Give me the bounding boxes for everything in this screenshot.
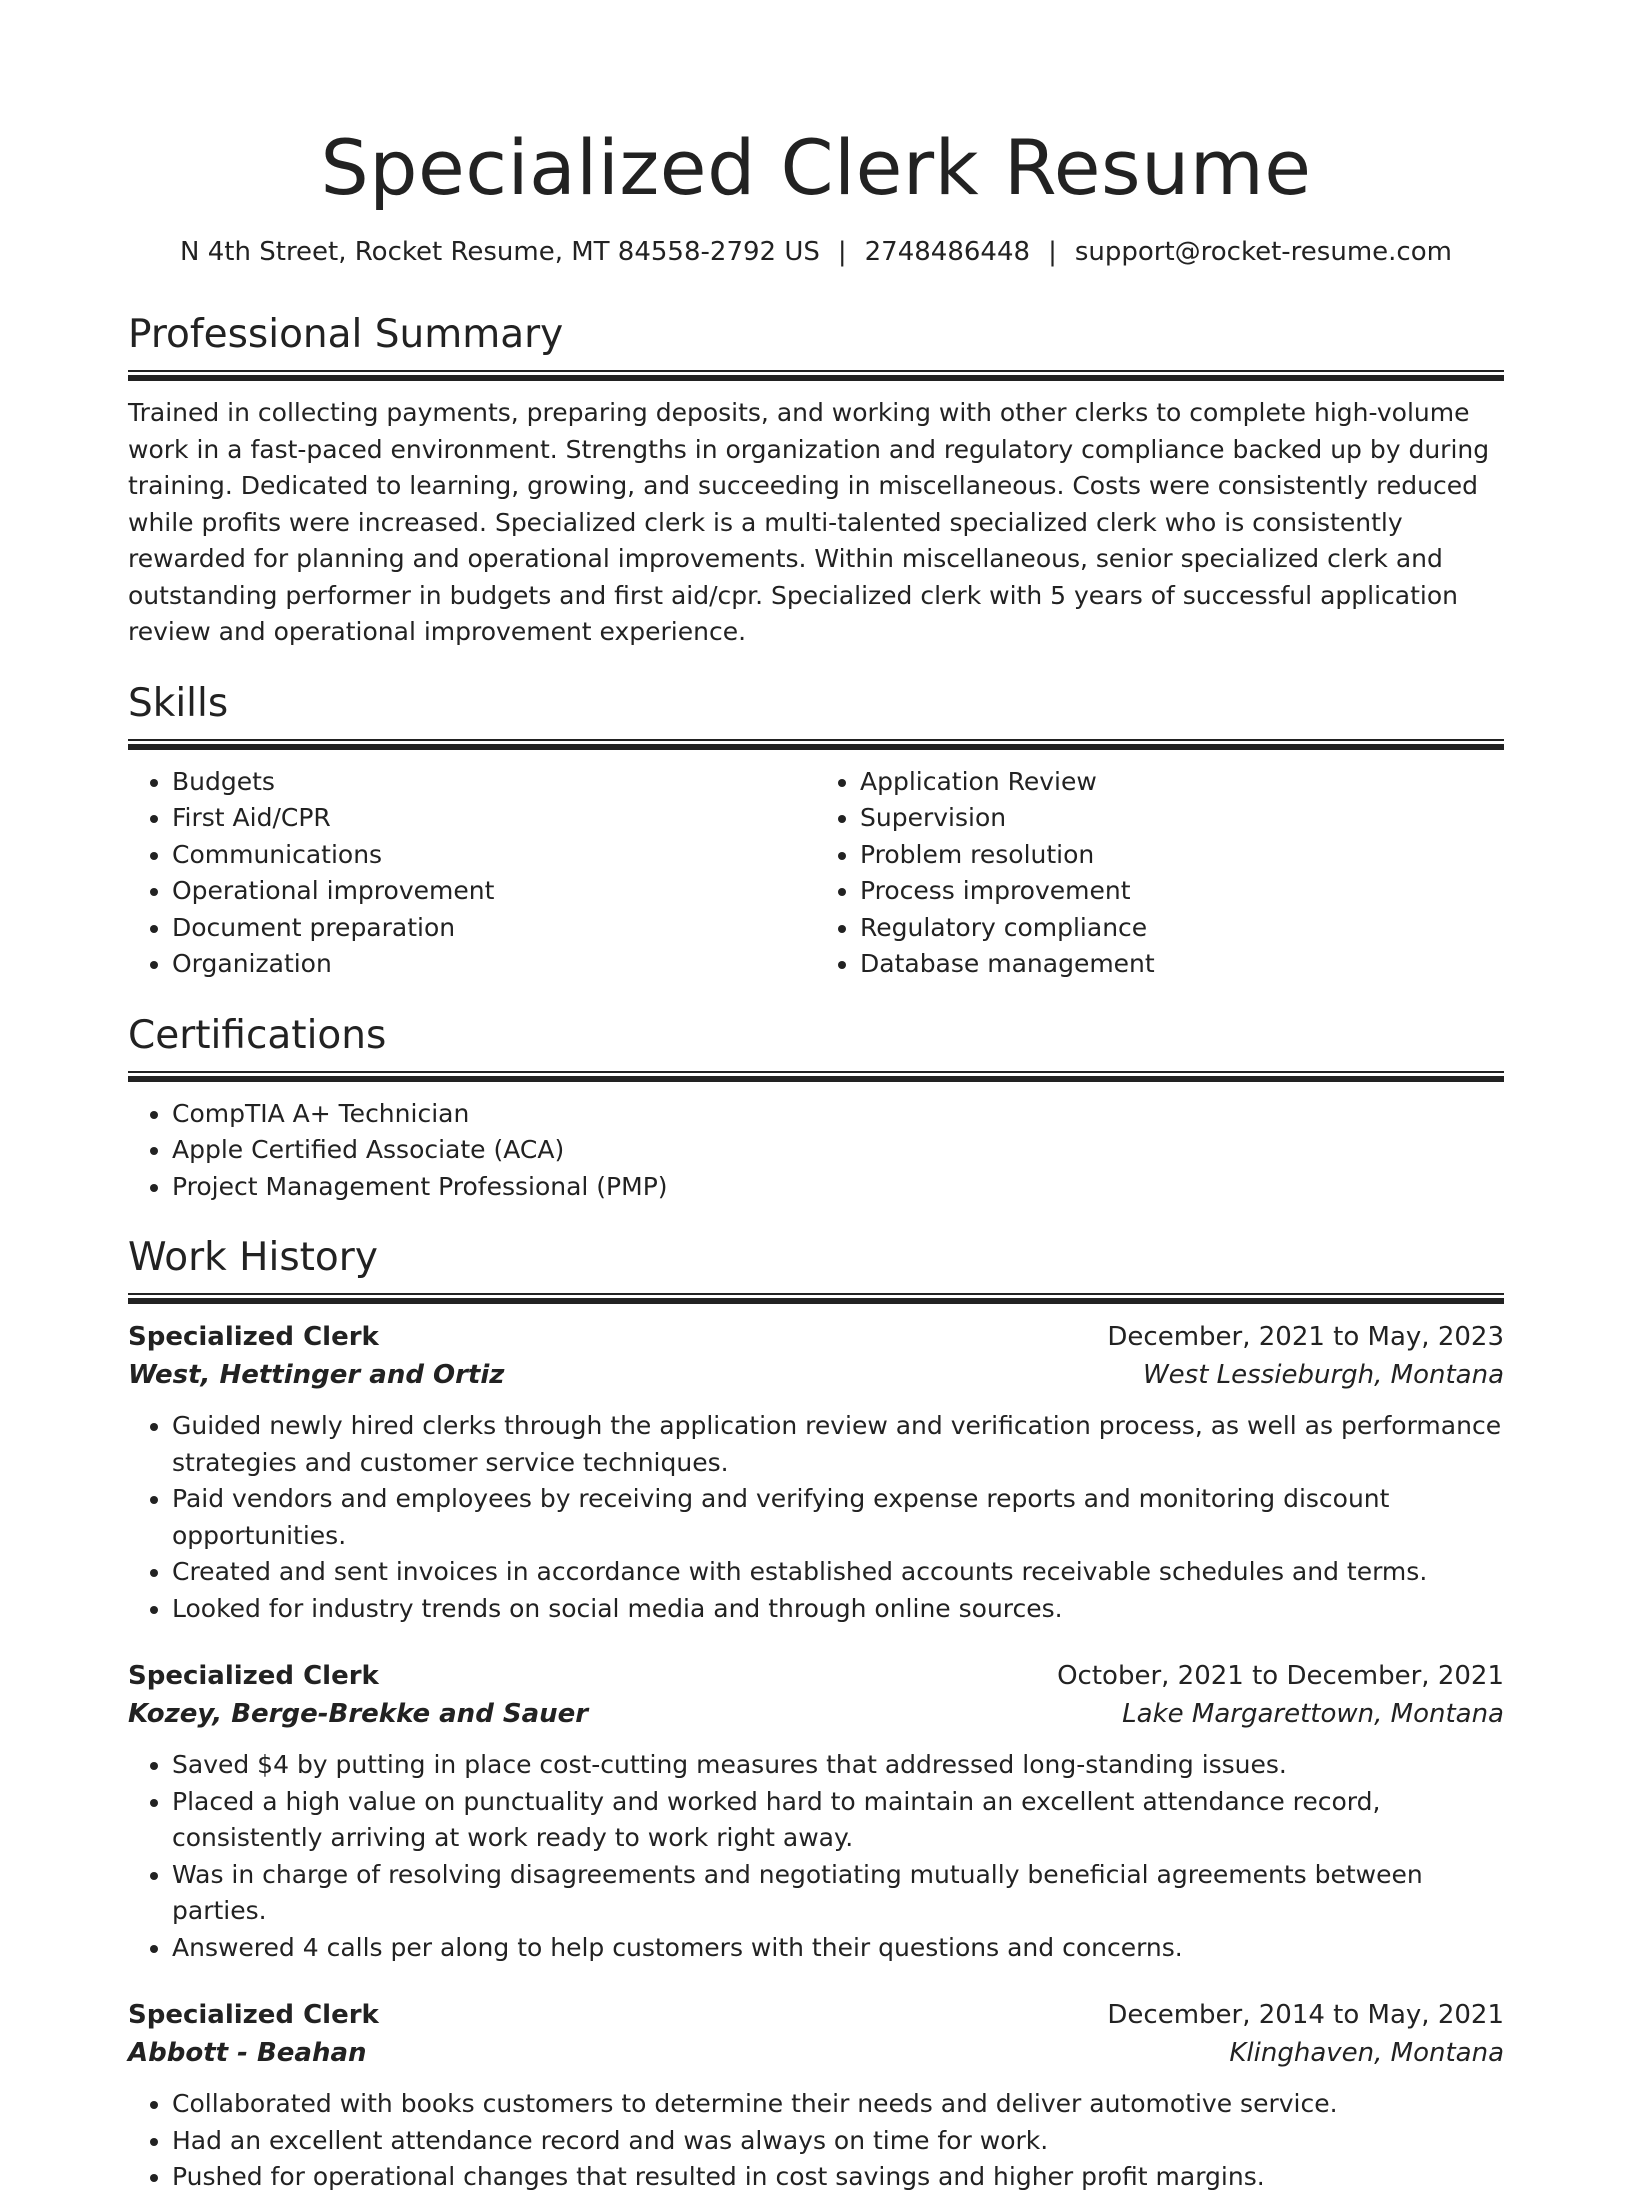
- job-entry: [128, 1996, 1504, 2196]
- certifications-heading: Certifications: [128, 1012, 387, 1058]
- job-company-row: [128, 1695, 1504, 1733]
- section-divider: [128, 1293, 1504, 1304]
- work-history-section: [128, 1233, 1504, 2196]
- job-duties: [128, 1747, 1504, 1966]
- certifications-section: [128, 1011, 1504, 1206]
- contact-line: [128, 234, 1504, 270]
- contact-email: support@rocket-resume.com: [1074, 237, 1452, 267]
- summary-heading: Professional Summary: [128, 312, 564, 357]
- skills-list-right: [816, 764, 1504, 983]
- skill-item: • Organization: [172, 946, 816, 983]
- skill-item: • Document preparation: [172, 910, 816, 947]
- job-company: West, Hettinger and Ortiz: [128, 1360, 505, 1390]
- section-divider: [128, 370, 1504, 381]
- job-dates: October, 2021 to December, 2021: [1057, 1661, 1504, 1691]
- job-duty-item: • Guided newly hired clerks through the application review and verification process, as well as performance strategies and customer service techniques.: [172, 1408, 1504, 1481]
- contact-separator: |: [837, 237, 847, 267]
- job-duty-item: • Had an excellent attendance record and was always on time for work.: [172, 2123, 1504, 2160]
- resume-title: Specialized Clerk Resume: [320, 123, 1312, 212]
- skill-item: • Communications: [172, 837, 816, 874]
- job-location: Lake Margarettown, Montana: [1122, 1699, 1504, 1729]
- job-duties: [128, 2086, 1504, 2196]
- job-duty-item: • Paid vendors and employees by receiving and verifying expense reports and monitoring discount opportunities.: [172, 1481, 1504, 1554]
- section-divider: [128, 1071, 1504, 1082]
- job-company: Kozey, Berge-Brekke and Sauer: [128, 1699, 589, 1729]
- job-dates: December, 2021 to May, 2023: [1107, 1322, 1504, 1352]
- job-header-row: [128, 1318, 1504, 1356]
- job-duty-item: • Pushed for operational changes that resulted in cost savings and higher profit margins.: [172, 2159, 1504, 2196]
- job-duty-item: • Placed a high value on punctuality and worked hard to maintain an excellent attendance record, consistently arriving at work ready to work right away.: [172, 1784, 1504, 1857]
- job-duty-item: • Looked for industry trends on social media and through online sources.: [172, 1591, 1504, 1628]
- job-title: Specialized Clerk: [128, 1661, 379, 1691]
- skill-item: • Supervision: [860, 800, 1504, 837]
- job-location: Klinghaven, Montana: [1229, 2038, 1504, 2068]
- contact-address: N 4th Street, Rocket Resume, MT 84558-2792 US: [180, 237, 820, 267]
- skill-item: • Process improvement: [860, 873, 1504, 910]
- skill-item: • Regulatory compliance: [860, 910, 1504, 947]
- job-duty-item: • Collaborated with books customers to determine their needs and deliver automotive service.: [172, 2086, 1504, 2123]
- certifications-list: [128, 1096, 1504, 1206]
- job-duties: [128, 1408, 1504, 1627]
- job-company-row: [128, 1356, 1504, 1394]
- job-duty-item: • Answered 4 calls per along to help customers with their questions and concerns.: [172, 1930, 1504, 1967]
- certification-item: • Apple Certified Associate (ACA): [172, 1132, 1504, 1169]
- job-header-row: [128, 1657, 1504, 1695]
- job-header-row: [128, 1996, 1504, 2034]
- certification-item: • Project Management Professional (PMP): [172, 1169, 1504, 1206]
- contact-separator: |: [1048, 237, 1057, 267]
- summary-text: Trained in collecting payments, preparing deposits, and working with other clerks to complete high-volume work in a fast-paced environment. Strengths in organization and regulatory compliance backed up by during training. Dedicated to learning, growing, and succeeding in miscellaneous. Costs were consistently reduced while profits were increased. Specialized clerk is a multi-talented specialized clerk who is consistently rewarded for planning and operational improvements. Within miscellaneous, senior specialized clerk and outstanding performer in budgets and first aid/cpr. Specialized clerk with 5 years of successful application review and operational improvement experience.: [128, 398, 1490, 646]
- skill-item: • Database management: [860, 946, 1504, 983]
- skills-section: [128, 679, 1504, 983]
- job-company-row: [128, 2034, 1504, 2072]
- section-divider: [128, 739, 1504, 750]
- job-title: Specialized Clerk: [128, 2000, 379, 2030]
- job-duty-item: • Was in charge of resolving disagreements and negotiating mutually beneficial agreements between parties.: [172, 1857, 1504, 1930]
- skill-item: • Budgets: [172, 764, 816, 801]
- work-history-heading: Work History: [128, 1235, 378, 1280]
- contact-phone: 2748486448: [864, 237, 1031, 267]
- job-entry: [128, 1318, 1504, 1627]
- summary-section: [128, 310, 1504, 651]
- job-location: West Lessieburgh, Montana: [1142, 1360, 1504, 1390]
- certification-item: • CompTIA A+ Technician: [172, 1096, 1504, 1133]
- job-duty-item: • Created and sent invoices in accordance with established accounts receivable schedules and terms.: [172, 1554, 1504, 1591]
- skills-columns: [128, 764, 1504, 983]
- skills-heading: Skills: [128, 680, 229, 726]
- job-title: Specialized Clerk: [128, 1322, 379, 1352]
- skill-item: • Problem resolution: [860, 837, 1504, 874]
- skills-list-left: [128, 764, 816, 983]
- job-entry: [128, 1657, 1504, 1966]
- skill-item: • First Aid/CPR: [172, 800, 816, 837]
- skill-item: • Application Review: [860, 764, 1504, 801]
- skill-item: • Operational improvement: [172, 873, 816, 910]
- job-company: Abbott - Beahan: [128, 2038, 367, 2068]
- job-duty-item: • Saved $4 by putting in place cost-cutting measures that addressed long-standing issues.: [172, 1747, 1504, 1784]
- job-dates: December, 2014 to May, 2021: [1107, 2000, 1504, 2030]
